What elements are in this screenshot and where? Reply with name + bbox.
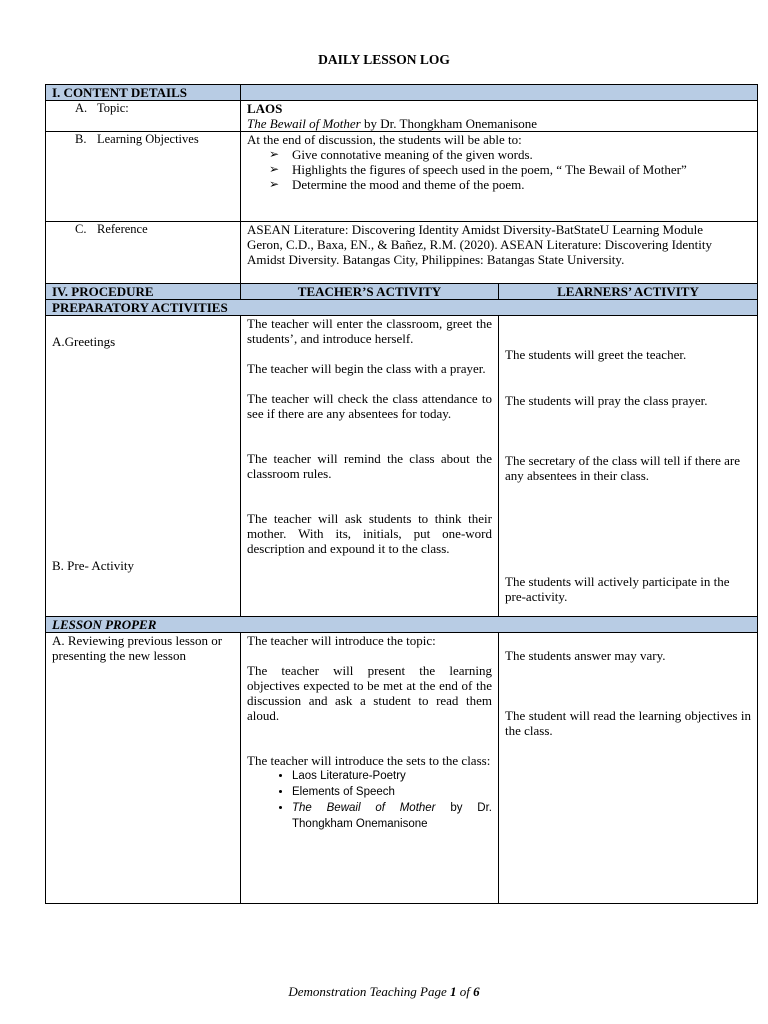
learners-answer-text: The students answer may vary. <box>505 648 666 663</box>
teacher-introduce-topic-text: The teacher will introduce the topic: <box>247 633 436 648</box>
topic-cell <box>241 101 758 132</box>
teacher-greeting-text: The teacher will enter the classroom, greet the students’, and introduce herself. <box>247 316 492 346</box>
learners-read-objectives-text: The student will read the learning objectives in the class. <box>505 708 751 738</box>
topic-label-cell <box>46 101 241 132</box>
footer-of: of <box>456 984 474 999</box>
reference-line-1: ASEAN Literature: Discovering Identity Amidst Diversity-BatStateU Learning Module <box>247 222 703 237</box>
lesson-proper-header-row <box>46 617 758 633</box>
objective-item: ➢ Highlights the figures of speech used in the poem, “ The Bewail of Mother” <box>269 162 751 177</box>
reference-label: Reference <box>97 222 148 236</box>
objectives-label: Learning Objectives <box>97 132 199 146</box>
teacher-activity-header: TEACHER’S ACTIVITY <box>241 284 499 300</box>
lesson-proper-label: A. Reviewing previous lesson or presenting the new lesson <box>46 633 241 904</box>
topic-label: Topic: <box>97 101 129 115</box>
teacher-attendance-text: The teacher will check the class attendance to see if there are any absentees for today. <box>247 391 492 421</box>
learners-activity-header: LEARNERS’ ACTIVITY <box>499 284 758 300</box>
set-item-title: The Bewail of Mother <box>292 802 436 814</box>
procedure-header-row <box>46 284 758 300</box>
sets-list <box>247 768 492 832</box>
preparatory-teacher-cell <box>241 316 499 617</box>
reference-line-2: Geron, C.D., Baxa, EN., & Bañez, R.M. (2020). ASEAN Literature: Discovering Identity Amidst Diversity. Batangas City, Philippines: Batangas State University. <box>247 237 713 267</box>
objectives-row <box>46 132 758 222</box>
content-details-header: I. CONTENT DETAILS <box>46 85 241 101</box>
content-details-header-blank <box>241 85 758 101</box>
set-item: • Laos Literature-Poetry <box>292 768 492 784</box>
objective-item: ➢ Give connotative meaning of the given words. <box>269 147 751 162</box>
preparatory-header: PREPARATORY ACTIVITIES <box>46 300 758 316</box>
footer-page-number: 1 <box>450 984 457 999</box>
topic-letter: A. <box>75 101 88 115</box>
learners-prayer-text: The students will pray the class prayer. <box>505 393 708 408</box>
preparatory-header-row <box>46 300 758 316</box>
learners-attendance-text: The secretary of the class will tell if there are any absentees in their class. <box>505 453 740 483</box>
reference-cell <box>241 222 758 284</box>
preactivity-label: B. Pre- Activity <box>52 558 134 573</box>
set-item: • Elements of Speech <box>292 784 492 800</box>
footer-total-pages: 6 <box>473 984 480 999</box>
learners-preactivity-text: The students will actively participate in the pre-activity. <box>505 574 730 604</box>
lesson-proper-learners-cell <box>499 633 758 904</box>
objectives-cell <box>241 132 758 222</box>
topic-country: LAOS <box>247 101 283 116</box>
topic-work-title: The Bewail of Mother <box>247 116 361 131</box>
teacher-preactivity-text: The teacher will ask students to think their mother. With its, initials, put one-word description and expound it to the class. <box>247 511 492 556</box>
footer-prefix: Demonstration Teaching Page <box>288 984 451 999</box>
teacher-sets-text: The teacher will introduce the sets to the class: <box>247 753 491 768</box>
objectives-list <box>247 147 751 192</box>
topic-row <box>46 101 758 132</box>
page-footer <box>0 984 768 1000</box>
teacher-objectives-text: The teacher will present the learning objectives expected to be met at the end of the discussion and ask a student to read them aloud. <box>247 663 492 723</box>
objectives-intro: At the end of discussion, the students will be able to: <box>247 132 522 147</box>
teacher-rules-text: The teacher will remind the class about the classroom rules. <box>247 451 492 481</box>
learners-greet-text: The students will greet the teacher. <box>505 347 687 362</box>
preparatory-label-cell <box>46 316 241 617</box>
procedure-header: IV. PROCEDURE <box>46 284 241 300</box>
teacher-prayer-text: The teacher will begin the class with a prayer. <box>247 361 486 376</box>
set-item-author: by Dr. Thongkham Onemanisone <box>292 802 492 830</box>
lesson-log-table <box>45 84 758 904</box>
topic-work-author: by Dr. Thongkham Onemanisone <box>360 116 538 131</box>
reference-row <box>46 222 758 284</box>
lesson-proper-row <box>46 633 758 904</box>
objective-item: ➢ Determine the mood and theme of the poem. <box>269 177 751 192</box>
set-item <box>292 800 492 832</box>
preparatory-learners-cell <box>499 316 758 617</box>
objectives-label-cell <box>46 132 241 222</box>
lesson-proper-header: LESSON PROPER <box>46 617 758 633</box>
greetings-label: A.Greetings <box>52 334 116 349</box>
objectives-letter: B. <box>75 132 87 146</box>
reference-letter: C. <box>75 222 87 236</box>
reference-label-cell <box>46 222 241 284</box>
document-title: DAILY LESSON LOG <box>318 52 450 67</box>
lesson-proper-teacher-cell <box>241 633 499 904</box>
content-details-header-row <box>46 85 758 101</box>
preparatory-row <box>46 316 758 617</box>
